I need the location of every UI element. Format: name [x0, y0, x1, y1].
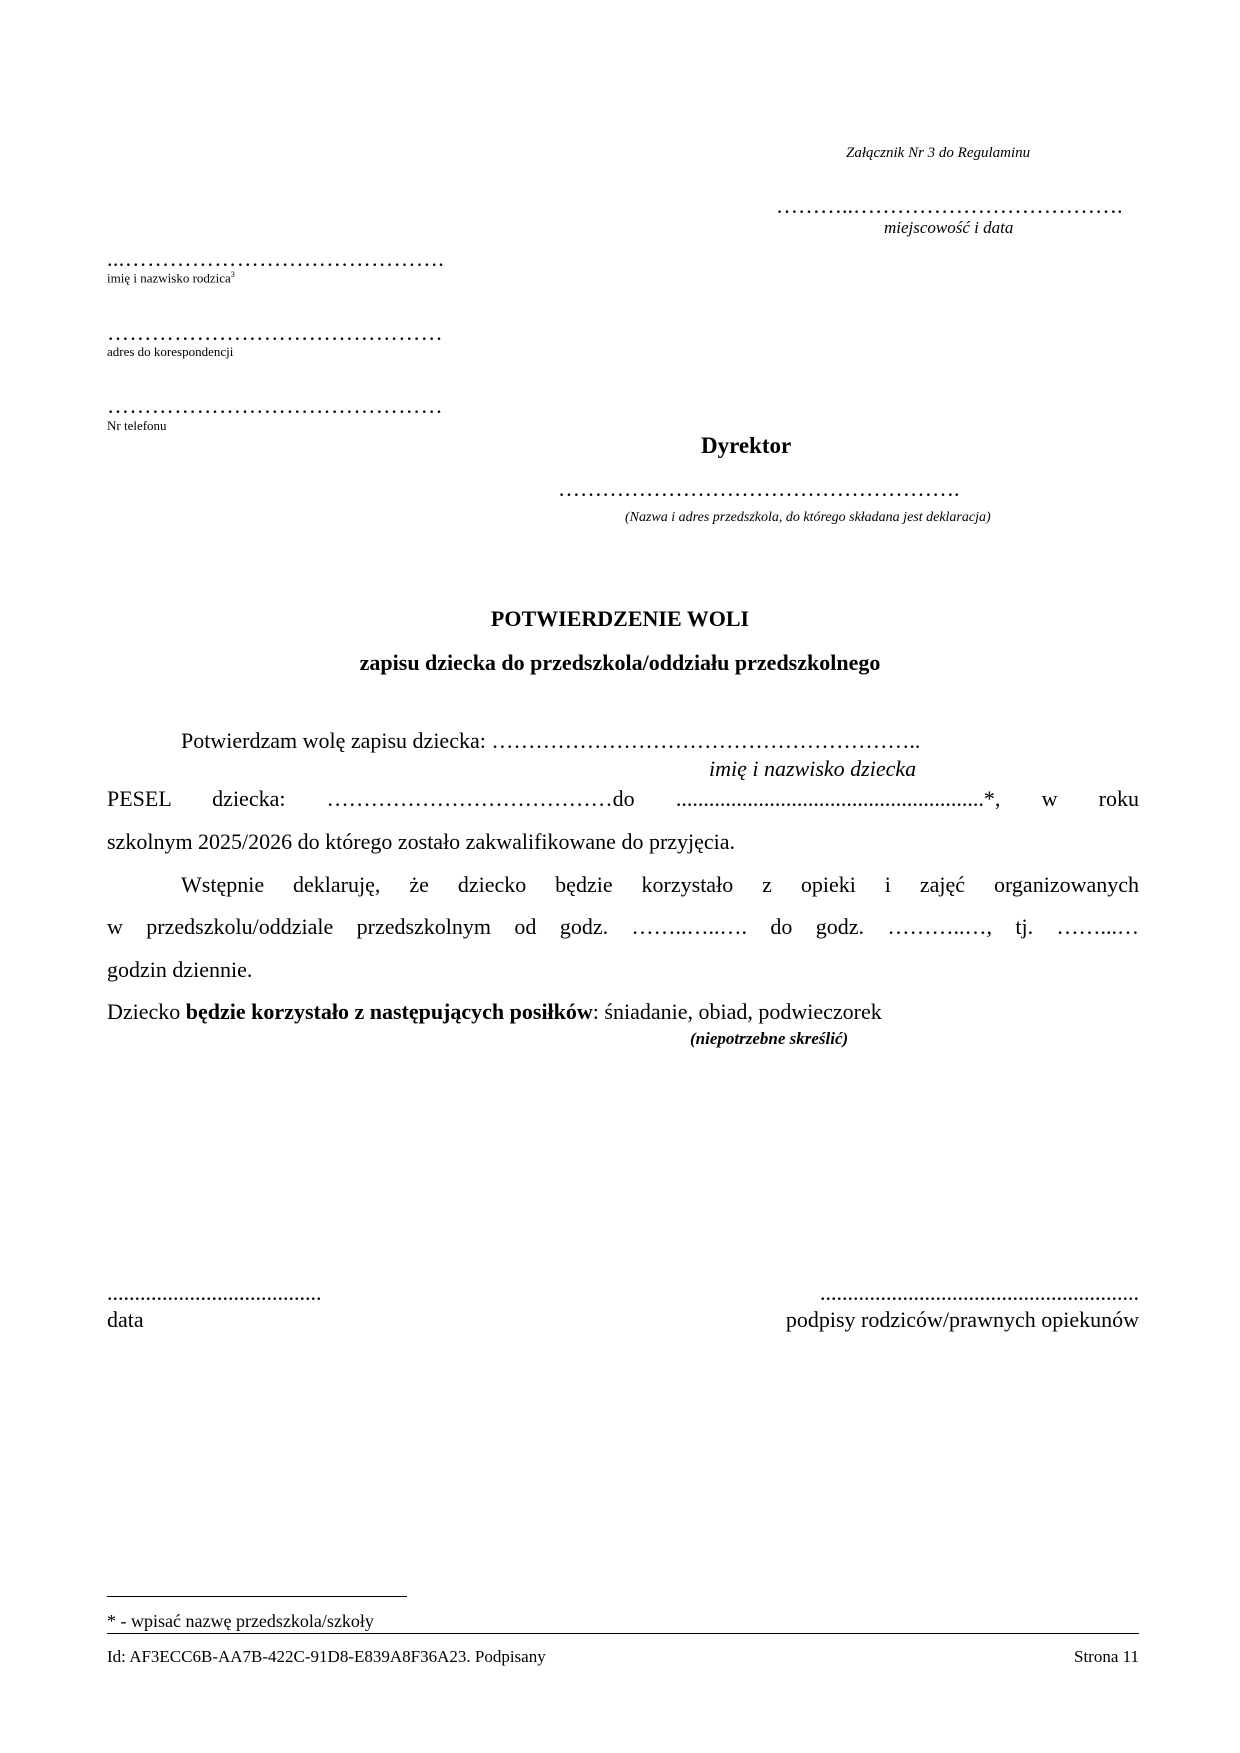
director-title: Dyrektor: [701, 433, 792, 458]
hours-line: w przedszkolu/oddziale przedszkolnym od godz. ……..…..…. do godz. ………..…, tj. ……...…: [107, 914, 1139, 939]
parent-name-label: imię i nazwisko rodzica$^3$: [107, 270, 235, 286]
document-id: Id: AF3ECC6B-AA7B-422C-91D8-E839A8F36A23. Podpisany: [107, 1647, 546, 1666]
child-name-caption: imię i nazwisko dziecka: [709, 756, 917, 781]
phone-dots: ………………………………………: [107, 393, 443, 418]
footnote: * - wpisać nazwę przedszkola/szkoły: [107, 1611, 374, 1631]
annex-note: Załącznik Nr 3 do Regulaminu: [846, 145, 1031, 161]
daily-hours-line: godzin dziennie.: [107, 957, 253, 982]
school-caption: (Nazwa i adres przedszkola, do którego składana jest deklaracja): [625, 510, 991, 525]
confirm-line: Potwierdzam wolę zapisu dziecka: …………………………………………………..: [181, 728, 921, 753]
school-year-line: szkolnym 2025/2026 do którego zostało zakwalifikowane do przyjęcia.: [107, 829, 736, 854]
page-number: Strona 11: [1073, 1647, 1139, 1666]
document-title: POTWIERDZENIE WOLI: [490, 606, 750, 631]
document-subtitle: zapisu dziecka do przedszkola/oddziału przedszkolnego: [359, 650, 881, 675]
meals-caption: (niepotrzebne skreślić): [690, 1029, 849, 1048]
address-dots: ………………………………………: [107, 320, 443, 345]
date-dots: .......................................: [107, 1280, 322, 1305]
declaration-line: Wstępnie deklaruję, że dziecko będzie korzystało z opieki i zajęć organizowanych: [181, 872, 1139, 897]
parent-name-dots: ...…………………………………….: [107, 246, 445, 271]
footnote-divider: [107, 1596, 407, 1597]
footer-divider: [107, 1633, 1139, 1634]
signature-label: podpisy rodziców/prawnych opiekunów: [785, 1307, 1139, 1332]
meals-bold-text: będzie korzystało z następujących posiłków: [185, 999, 593, 1024]
meals-line: Dziecko będzie korzystało z następujących posiłków: śniadanie, obiad, podwieczorek: [107, 999, 882, 1024]
pesel-line: PESEL dziecka: …………………………………do ........................................................*, w roku: [107, 786, 1139, 811]
date-label: data: [107, 1307, 144, 1332]
place-date-dots: ………..……………………………….: [776, 193, 1123, 218]
address-label: adres do korespondencji: [107, 344, 234, 359]
signature-dots: ..........................................................: [820, 1280, 1139, 1305]
footnote-marker: 3: [230, 270, 235, 279]
place-date-label: miejscowość i data: [884, 218, 1014, 237]
phone-label: Nr telefonu: [107, 418, 167, 433]
school-dots: ……………………………………………….: [558, 476, 960, 501]
